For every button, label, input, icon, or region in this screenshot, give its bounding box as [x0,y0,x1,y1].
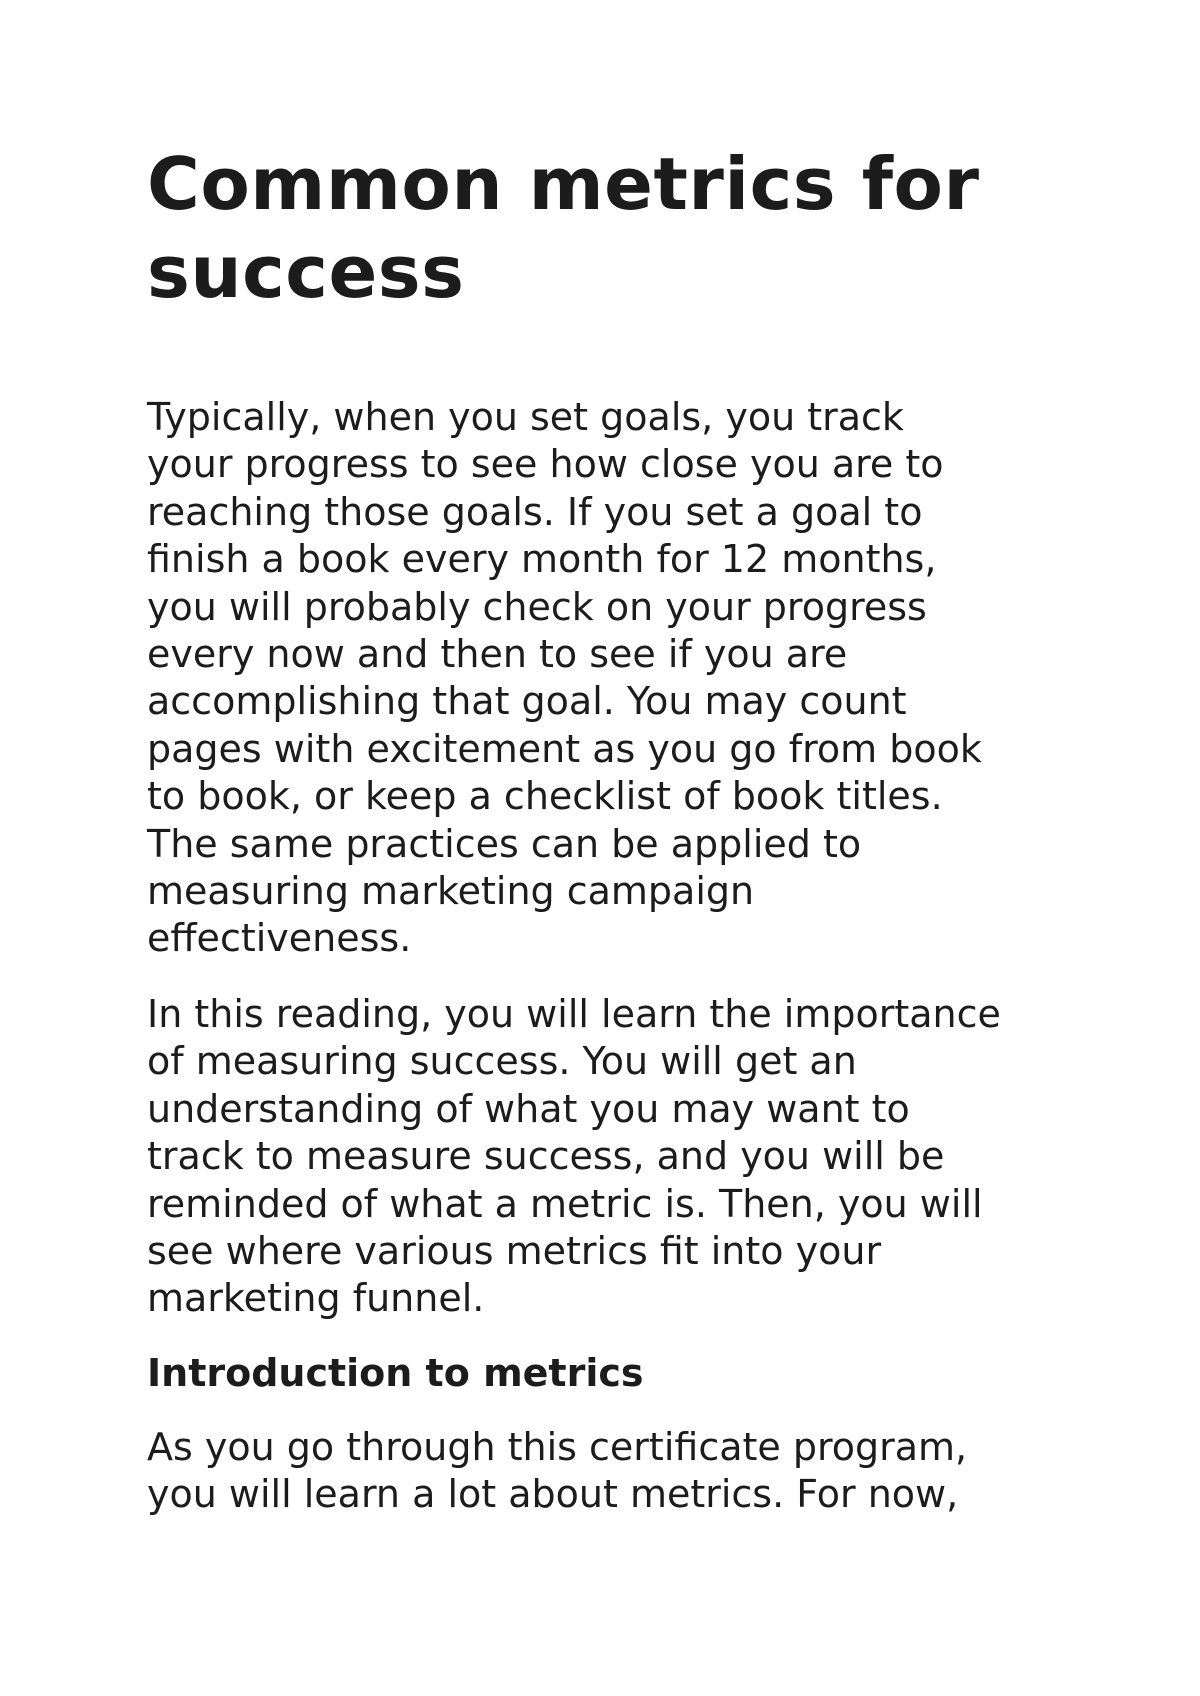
page-title: Common metrics for success [147,142,980,314]
reading-overview-paragraph: In this reading, you will learn the importance of measuring success. You will get an understanding of what you may want to track to measure success, and you will be reminded of what a metric is. Then, you will see where various metrics fit into your marketing funnel. [147,991,1001,1321]
section-paragraph: As you go through this certificate program, you will learn a lot about metrics. For now, [147,1424,968,1517]
section-heading: Introduction to metrics [147,1350,644,1395]
intro-paragraph: Typically, when you set goals, you track your progress to see how close you are to reaching those goals. If you set a goal to finish a book every month for 12 months, you will probably check on your progress every now and then to see if you are accomplishing that goal. You may count pages with excitement as you go from book to book, or keep a checklist of book titles. The same practices can be applied to measuring marketing campaign effectiveness. [147,395,982,961]
document-page [147,140,1077,1519]
